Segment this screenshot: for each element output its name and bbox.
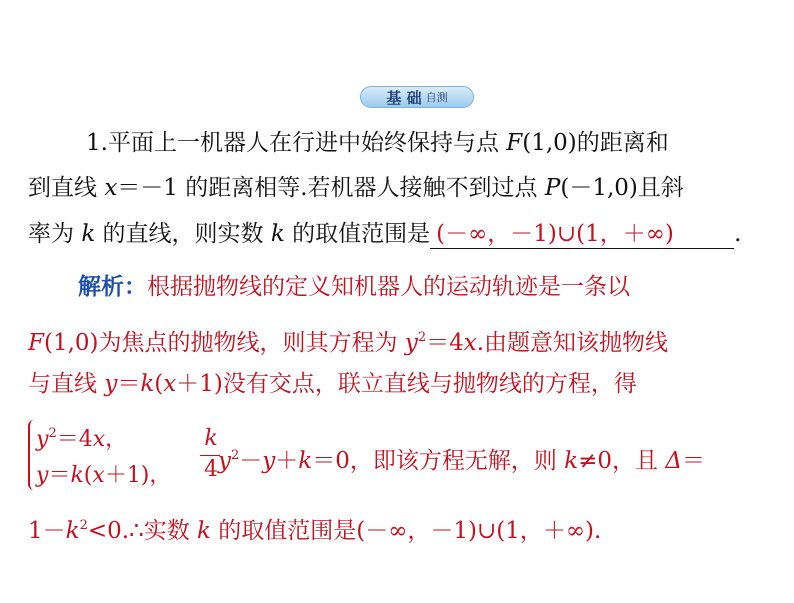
solution-line-3: 与直线 y＝k(x＋1)没有交点，联立直线与抛物线的方程，得 <box>28 371 637 397</box>
equation-system <box>28 420 180 490</box>
badge-subtitle: 自测 <box>425 91 448 104</box>
solution-line-4: $y^2-y+k=0$，即该方程无解，则 k≠0，且 Δ＝ <box>218 448 705 474</box>
question-line-3: 率为 k 的直线，则实数 k 的取值范围是 (－∞，－1)∪(1，＋∞) . <box>28 221 742 247</box>
system-eq-1: $y^2=4x$， <box>36 426 128 452</box>
system-eq-2: y＝k(x＋1)， <box>36 463 172 488</box>
solution-line-1: 解析：根据抛物线的定义知机器人的运动轨迹是一条以 <box>78 273 630 300</box>
question-line-1: 1.平面上一机器人在行进中始终保持与点 F(1,0)的距离和 <box>86 130 669 156</box>
fraction-denominator: 4 <box>204 457 218 482</box>
section-badge <box>360 86 474 108</box>
solution-line-5: $1-k^2<0.\therefore$实数 k 的取值范围是(－∞，－1)∪(1，＋∞). <box>28 518 602 544</box>
question-line-2: 到直线 x＝－1 的距离相等.若机器人接触不到过点 P(－1,0)且斜 <box>28 175 684 201</box>
answer-blank: (－∞，－1)∪(1，＋∞) <box>430 220 734 249</box>
solution-line-2: F(1,0)为焦点的抛物线，则其方程为 $y^2=4x$.由题意知该抛物线 <box>28 330 669 356</box>
solution-label: 解析： <box>78 273 147 300</box>
fraction-numerator: k <box>204 426 218 451</box>
badge-title: 基 础 <box>386 88 422 107</box>
